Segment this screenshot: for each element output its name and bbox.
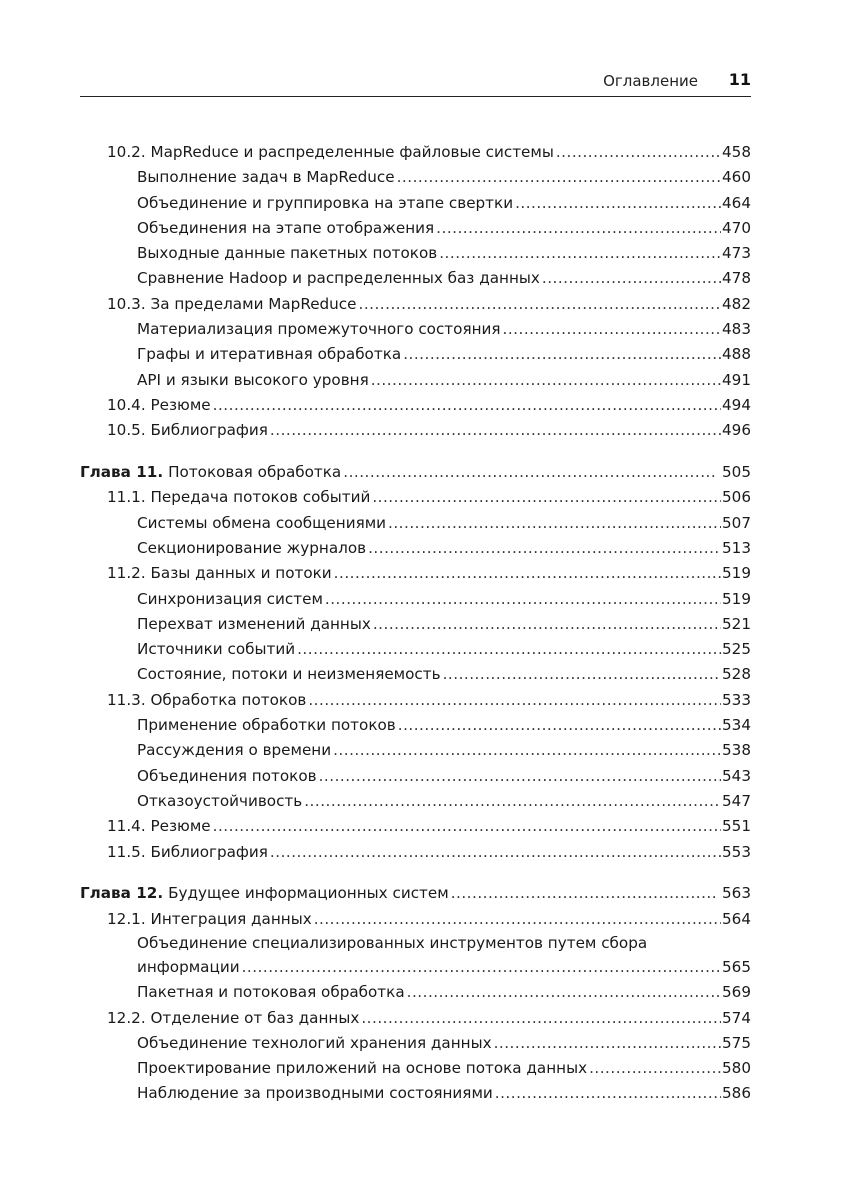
toc-entry-page: 533: [722, 690, 751, 709]
toc-entry-10-2-2[interactable]: [80, 191, 751, 216]
toc-entry-title: Синхронизация систем: [137, 589, 323, 608]
toc-entry-title: Объединение технологий хранения данных: [137, 1033, 492, 1052]
toc-entry-10-2-3[interactable]: [80, 216, 751, 241]
toc-entry-page: 543: [722, 766, 751, 785]
toc-entry-page: 491: [722, 370, 751, 389]
toc-entry-page: 478: [722, 269, 751, 288]
toc-entry-title: Проектирование приложений на основе потока данных: [137, 1059, 588, 1078]
toc-entry-page: 506: [722, 488, 751, 507]
toc-entry-page: 519: [722, 589, 751, 608]
toc-entry-12-1-2[interactable]: [80, 980, 751, 1005]
toc-entry-page: 513: [722, 538, 751, 557]
dot-leader: [319, 764, 721, 789]
toc-entry-title: Системы обмена сообщениями: [137, 513, 387, 532]
toc-entry-page: 564: [722, 909, 751, 928]
dot-leader: [361, 1006, 721, 1031]
toc-entry-title: Перехват изменений данных: [137, 614, 371, 633]
toc-entry-title: Секционирование журналов: [137, 538, 367, 557]
toc-entry-11-1[interactable]: [80, 485, 751, 510]
toc-entry-12-1-1[interactable]: [80, 955, 751, 980]
dot-leader: [515, 191, 721, 216]
toc-entry-11-4[interactable]: [80, 814, 751, 839]
dot-leader: [373, 612, 721, 637]
toc-entry-page: 534: [722, 716, 751, 735]
toc-entry-title: 12.1. Интеграция данных: [107, 909, 312, 928]
toc-entry-title: Источники событий: [137, 640, 296, 659]
toc-entry-12-2[interactable]: [80, 1006, 751, 1031]
toc-entry-title: 10.5. Библиография: [107, 421, 268, 440]
toc-entry-10-2-4[interactable]: [80, 241, 751, 266]
toc-entry-10-3-2[interactable]: [80, 342, 751, 367]
toc-entry-title: 10.2. MapReduce и распределенные файловые системы: [107, 143, 554, 161]
toc-entry-page: 528: [722, 665, 751, 684]
dot-leader: [314, 907, 721, 932]
dot-leader: [333, 738, 721, 763]
toc-entry-page: 482: [722, 294, 751, 313]
toc-entry-10-3[interactable]: [80, 292, 751, 317]
toc-entry-11-3[interactable]: [80, 688, 751, 713]
toc-entry-page: 580: [722, 1059, 751, 1078]
dot-leader: [398, 713, 721, 738]
toc-chapter-12[interactable]: [80, 881, 751, 906]
dot-leader: [308, 688, 721, 713]
toc-entry-title: 10.4. Резюме: [107, 395, 211, 414]
toc-entry-title: Объединения на этапе отображения: [137, 218, 435, 237]
toc-entry-title: API и языки высокого уровня: [137, 370, 369, 389]
toc-entry-page: 470: [722, 218, 751, 237]
toc-entry-title: 12.2. Отделение от баз данных: [107, 1008, 360, 1027]
toc-entry-title: Наблюдение за производными состояниями: [137, 1084, 493, 1103]
chapter-label: Глава 11.: [80, 463, 164, 482]
dot-leader: [325, 587, 721, 612]
toc-entry-page: 488: [722, 345, 751, 364]
toc-entry-11-2-2[interactable]: [80, 612, 751, 637]
dot-leader: [503, 317, 721, 342]
chapter-title: Будущее информационных систем: [168, 884, 449, 903]
header-title: Оглавление: [603, 72, 698, 90]
toc-entry-10-5[interactable]: [80, 418, 751, 443]
dot-leader: [403, 342, 721, 367]
toc-entry-title: Состояние, потоки и неизменяемость: [137, 665, 441, 684]
toc-entry-11-2-3[interactable]: [80, 637, 751, 662]
toc-entry-10-3-3[interactable]: [80, 368, 751, 393]
dot-leader: [436, 216, 721, 241]
toc-entry-page: 496: [722, 421, 751, 440]
toc-entry-10-2-5[interactable]: [80, 266, 751, 291]
toc-entry-title: Материализация промежуточного состояния: [137, 320, 501, 339]
toc-entry-page: 521: [722, 614, 751, 633]
toc-entry-page: 575: [722, 1033, 751, 1052]
dot-leader: [304, 789, 721, 814]
dot-leader: [397, 165, 721, 190]
dot-leader: [388, 511, 721, 536]
toc-entry-11-2[interactable]: [80, 561, 751, 586]
toc-entry-page: 464: [722, 193, 751, 212]
toc-entry-title-line2: информации: [137, 957, 240, 976]
chapter-label: Глава 12.: [80, 884, 164, 903]
dot-leader: [297, 637, 721, 662]
toc-entry-page: 525: [722, 640, 751, 659]
dot-leader: [368, 536, 721, 561]
toc-entry-page: 494: [722, 395, 751, 414]
toc-entry-page: 569: [722, 983, 751, 1002]
toc-entry-11-1-2[interactable]: [80, 536, 751, 561]
toc-entry-12-2-2[interactable]: [80, 1056, 751, 1081]
header-page-number: 11: [728, 70, 751, 89]
toc-entry-11-3-3[interactable]: [80, 764, 751, 789]
toc-entry-12-1[interactable]: [80, 907, 751, 932]
dot-leader: [589, 1056, 721, 1081]
chapter-title: Потоковая обработка: [168, 463, 342, 482]
dot-leader: [439, 241, 721, 266]
toc-entry-title: 11.2. Базы данных и потоки: [107, 564, 332, 583]
toc-entry-12-2-3[interactable]: [80, 1081, 751, 1106]
dot-leader: [372, 485, 721, 510]
dot-leader: [213, 814, 721, 839]
toc-entry-title: Пакетная и потоковая обработка: [137, 983, 405, 1002]
toc-entry-page: 586: [722, 1084, 751, 1103]
dot-leader: [443, 662, 721, 687]
toc-entry-11-1-1[interactable]: [80, 511, 751, 536]
toc-entry-page: 553: [722, 842, 751, 861]
toc-entry-title: Выходные данные пакетных потоков: [137, 244, 438, 263]
toc-entry-title: 11.4. Резюме: [107, 817, 211, 836]
chapter-page: 563: [722, 884, 751, 903]
dot-leader: [270, 418, 721, 443]
toc-entry-11-3-1[interactable]: [80, 713, 751, 738]
dot-leader: [371, 368, 721, 393]
toc-entry-title: Рассуждения о времени: [137, 741, 332, 760]
toc-entry-title: 11.1. Передача потоков событий: [107, 488, 371, 507]
toc-entry-page: 538: [722, 741, 751, 760]
toc-entry-title: 11.5. Библиография: [107, 842, 268, 861]
toc-entry-title: 11.3. Обработка потоков: [107, 690, 307, 709]
toc-entry-12-1-1-line1[interactable]: [80, 932, 751, 955]
toc-entry-title: Выполнение задач в MapReduce: [137, 168, 395, 187]
toc-entry-11-2-4[interactable]: [80, 662, 751, 687]
dot-leader: [542, 266, 721, 291]
toc-entry-title: Объединение и группировка на этапе свертки: [137, 193, 514, 212]
toc-entry-page: 519: [722, 564, 751, 583]
dot-leader: [407, 980, 721, 1005]
toc-entry-title: Объединения потоков: [137, 766, 317, 785]
toc-chapter-11[interactable]: [80, 460, 751, 485]
toc-entry-page: 574: [722, 1008, 751, 1027]
toc-entry-10-2-1[interactable]: [80, 165, 751, 190]
dot-leader: [343, 460, 715, 485]
toc-entry-title: Сравнение Hadoop и распределенных баз данных: [137, 269, 540, 288]
toc-entry-title: Отказоустойчивость: [137, 791, 303, 810]
running-header: [80, 70, 751, 97]
toc-entry-page: 473: [722, 244, 751, 263]
dot-leader: [334, 561, 721, 586]
toc-entry-page: 565: [722, 957, 751, 976]
chapter-page: 505: [722, 463, 751, 482]
table-of-contents: [80, 140, 751, 1107]
toc-entry-10-3-1[interactable]: [80, 317, 751, 342]
toc-entry-title: 10.3. За пределами MapReduce: [107, 294, 357, 313]
toc-entry-11-3-2[interactable]: [80, 738, 751, 763]
toc-entry-11-3-4[interactable]: [80, 789, 751, 814]
toc-entry-page: 483: [722, 320, 751, 339]
toc-entry-10-2[interactable]: [80, 140, 751, 165]
dot-leader: [556, 140, 721, 165]
toc-entry-page: 460: [722, 168, 751, 187]
dot-leader: [213, 393, 721, 418]
toc-entry-10-4[interactable]: [80, 393, 751, 418]
toc-entry-11-5[interactable]: [80, 840, 751, 865]
dot-leader: [270, 840, 721, 865]
dot-leader: [359, 292, 722, 317]
toc-entry-12-2-1[interactable]: [80, 1031, 751, 1056]
toc-entry-title: Применение обработки потоков: [137, 716, 396, 735]
dot-leader: [495, 1081, 721, 1106]
toc-entry-11-2-1[interactable]: [80, 587, 751, 612]
toc-entry-title: Графы и итеративная обработка: [137, 345, 402, 364]
toc-entry-page: 507: [722, 513, 751, 532]
dot-leader: [451, 881, 715, 906]
dot-leader: [494, 1031, 721, 1056]
toc-entry-page: 547: [722, 791, 751, 810]
toc-entry-title-line1: Объединение специализированных инструментов путем сбора: [137, 933, 648, 952]
toc-entry-page: 458: [722, 143, 751, 161]
dot-leader: [242, 955, 721, 980]
toc-entry-page: 551: [722, 817, 751, 836]
